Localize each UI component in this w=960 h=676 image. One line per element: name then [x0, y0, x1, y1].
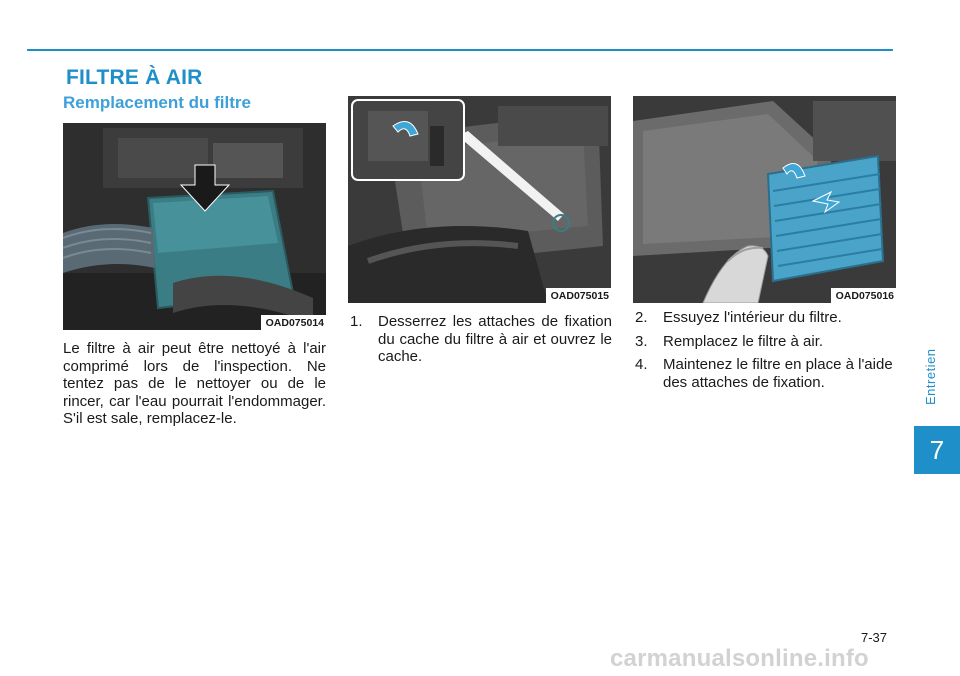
step-text: Maintenez le filtre en place à l'aide des attaches de fixation.	[663, 356, 893, 391]
step-text: Desserrez les attaches de fixation du cache du filtre à air et ouvrez le cache.	[378, 313, 612, 365]
figure-caption: OAD075016	[831, 288, 896, 303]
step-text: Remplacez le filtre à air.	[663, 332, 824, 350]
step-item	[635, 333, 897, 351]
step-item	[350, 313, 612, 366]
watermark: carmanualsonline.info	[610, 645, 869, 672]
step-number: 3.	[635, 332, 648, 350]
subsection-title: Remplacement du filtre	[63, 93, 251, 112]
intro-paragraph: Le filtre à air peut être nettoyé à l'air comprimé lors de l'inspection. Ne tentez pas de le nettoyer ou de le rincer, car l'eau pourrait l'endommager. S'il est sale, remplacez-le.	[63, 340, 326, 427]
air-filter-removal-icon	[633, 96, 896, 303]
air-filter-clip-unfasten-icon	[348, 96, 611, 303]
figure-clip-unfasten	[348, 96, 611, 303]
figure-air-filter-housing	[63, 123, 326, 330]
steps-list-column-2	[350, 313, 612, 372]
section-title: FILTRE À AIR	[66, 66, 203, 89]
steps-list-column-3	[635, 309, 897, 397]
step-text: Essuyez l'intérieur du filtre.	[663, 309, 842, 326]
header-rule	[27, 49, 893, 51]
chapter-side-label: Entretien	[923, 348, 938, 406]
step-number: 1.	[350, 313, 363, 330]
air-filter-housing-arrow-down-icon	[63, 123, 326, 330]
page-number: 7-37	[861, 630, 888, 645]
step-item	[635, 356, 897, 391]
figure-caption: OAD075014	[261, 315, 326, 330]
figure-caption: OAD075015	[546, 288, 611, 303]
chapter-tab[interactable]: 7	[914, 426, 960, 474]
figure-filter-removal	[633, 96, 896, 303]
step-item	[635, 309, 897, 327]
step-number: 4.	[635, 356, 648, 373]
step-number: 2.	[635, 309, 648, 326]
